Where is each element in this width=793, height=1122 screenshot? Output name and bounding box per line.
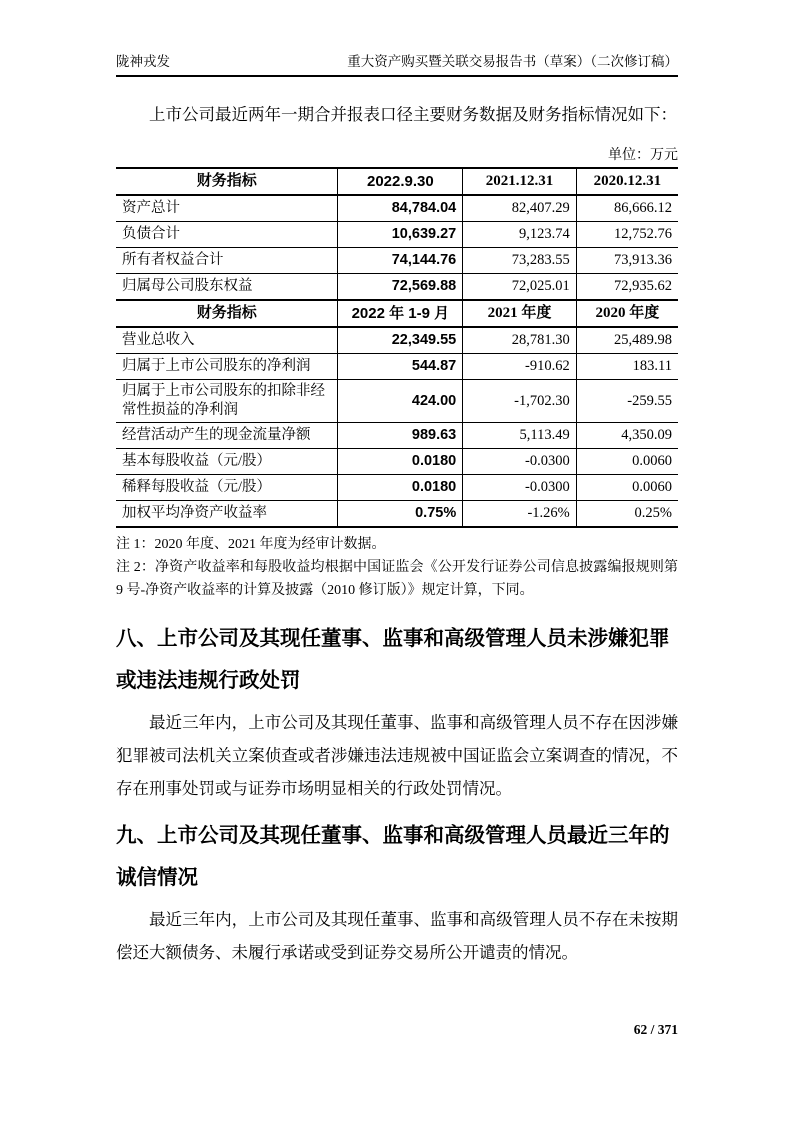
value-cell: 74,144.76 xyxy=(338,248,463,274)
row-label-cell: 负债合计 xyxy=(116,222,338,248)
table-row xyxy=(116,354,678,380)
value-cell: 28,781.30 xyxy=(463,327,577,354)
value-cell: 0.0180 xyxy=(338,475,463,501)
header-cell-2022: 2022.9.30 xyxy=(338,168,463,195)
table-notes xyxy=(116,533,678,602)
row-label-cell: 资产总计 xyxy=(116,195,338,222)
value-cell: 183.11 xyxy=(576,354,678,380)
value-cell: 73,913.36 xyxy=(576,248,678,274)
section-9-paragraph: 最近三年内，上市公司及其现任董事、监事和高级管理人员不存在未按期偿还大额债务、未履行承诺或受到证券交易所公开谴责的情况。 xyxy=(116,910,678,962)
row-label-cell: 所有者权益合计 xyxy=(116,248,338,274)
value-cell: 4,350.09 xyxy=(576,423,678,449)
row-label-cell: 加权平均净资产收益率 xyxy=(122,505,267,521)
table-row xyxy=(116,501,678,528)
table-row xyxy=(116,222,678,248)
value-cell: 73,283.55 xyxy=(463,248,577,274)
table-header-row xyxy=(116,168,678,195)
value-cell: 25,489.98 xyxy=(576,327,678,354)
note-1: 注 1：2020 年度、2021 年度为经审计数据。 xyxy=(116,537,386,552)
page-content xyxy=(116,50,678,969)
header-cell-indicator: 财务指标 xyxy=(116,168,338,195)
table-row xyxy=(116,274,678,301)
value-cell: 0.25% xyxy=(576,501,678,528)
value-cell: 0.0060 xyxy=(576,449,678,475)
table-row xyxy=(116,195,678,222)
table-header-row xyxy=(116,300,678,327)
header-company-name: 陇神戎发 xyxy=(116,54,170,69)
row-label-cell: 营业总收入 xyxy=(116,327,338,354)
value-cell: 0.75% xyxy=(338,501,463,528)
value-cell: -910.62 xyxy=(463,354,577,380)
value-cell: -1.26% xyxy=(463,501,577,528)
table-row xyxy=(116,248,678,274)
section-8-heading-line-2: 或违法违规行政处罚 xyxy=(116,669,301,692)
section-9-heading-line-2: 诚信情况 xyxy=(116,866,198,889)
value-cell: 72,569.88 xyxy=(338,274,463,301)
header-cell-indicator: 财务指标 xyxy=(116,300,338,327)
value-cell: 86,666.12 xyxy=(576,195,678,222)
header-cell-2021-period: 2021 年度 xyxy=(463,300,577,327)
header-cell-2020: 2020.12.31 xyxy=(576,168,678,195)
value-cell: 10,639.27 xyxy=(338,222,463,248)
value-cell: 82,407.29 xyxy=(463,195,577,222)
section-8-heading-line-1: 八、上市公司及其现任董事、监事和高级管理人员未涉嫌犯罪 xyxy=(116,627,670,650)
header-cell-2020-period: 2020 年度 xyxy=(576,300,678,327)
value-cell: 72,025.01 xyxy=(463,274,577,301)
row-label-cell: 稀释每股收益（元/股） xyxy=(116,475,338,501)
section-9-heading xyxy=(116,815,678,899)
table-row xyxy=(116,327,678,354)
section-9-heading-line-1: 九、上市公司及其现任董事、监事和高级管理人员最近三年的 xyxy=(116,824,670,847)
financial-indicators-table xyxy=(116,167,678,528)
row-label-cell: 归属于上市公司股东的净利润 xyxy=(116,354,338,380)
value-cell: 9,123.74 xyxy=(463,222,577,248)
page-header xyxy=(116,50,678,77)
value-cell: -1,702.30 xyxy=(463,380,577,423)
value-cell: -259.55 xyxy=(576,380,678,423)
value-cell: -0.0300 xyxy=(463,475,577,501)
row-label-cell: 基本每股收益（元/股） xyxy=(116,449,338,475)
row-label-cell: 归属于上市公司股东的扣除非经常性损益的净利润 xyxy=(116,380,338,423)
value-cell: 0.0180 xyxy=(338,449,463,475)
row-label-cell: 经营活动产生的现金流量净额 xyxy=(116,423,338,449)
value-cell: 424.00 xyxy=(338,380,463,423)
intro-paragraph: 上市公司最近两年一期合并报表口径主要财务数据及财务指标情况如下： xyxy=(149,105,677,124)
value-cell: 12,752.76 xyxy=(576,222,678,248)
page-footer xyxy=(634,1022,678,1038)
row-label-cell: 归属母公司股东权益 xyxy=(116,274,338,301)
header-cell-2022-period: 2022 年 1-9 月 xyxy=(338,300,463,327)
table-row xyxy=(116,380,678,423)
header-document-title: 重大资产购买暨关联交易报告书（草案）（二次修订稿） xyxy=(347,54,678,69)
table-row xyxy=(116,475,678,501)
table-row xyxy=(116,449,678,475)
note-2: 注 2：净资产收益率和每股收益均根据中国证监会《公开发行证券公司信息披露编报规则第 9 号-净资产收益率的计算及披露（2010 修订版）》规定计算，下同。 xyxy=(116,560,678,598)
value-cell: 0.0060 xyxy=(576,475,678,501)
value-cell: 5,113.49 xyxy=(463,423,577,449)
value-cell: 544.87 xyxy=(338,354,463,380)
value-cell: 22,349.55 xyxy=(338,327,463,354)
value-cell: 72,935.62 xyxy=(576,274,678,301)
value-cell: 84,784.04 xyxy=(338,195,463,222)
table-row xyxy=(116,423,678,449)
page-number: 62 / 371 xyxy=(633,1022,678,1037)
value-cell: 989.63 xyxy=(338,423,463,449)
header-cell-2021: 2021.12.31 xyxy=(463,168,577,195)
value-cell: -0.0300 xyxy=(463,449,577,475)
section-8-paragraph: 最近三年内，上市公司及其现任董事、监事和高级管理人员不存在因涉嫌犯罪被司法机关立案侦查或者涉嫌违法违规被中国证监会立案调查的情况，不存在刑事处罚或与证券市场明显相关的行政处罚情况。 xyxy=(116,713,678,798)
section-8-heading xyxy=(116,618,678,702)
unit-label: 单位：万元 xyxy=(608,148,678,163)
